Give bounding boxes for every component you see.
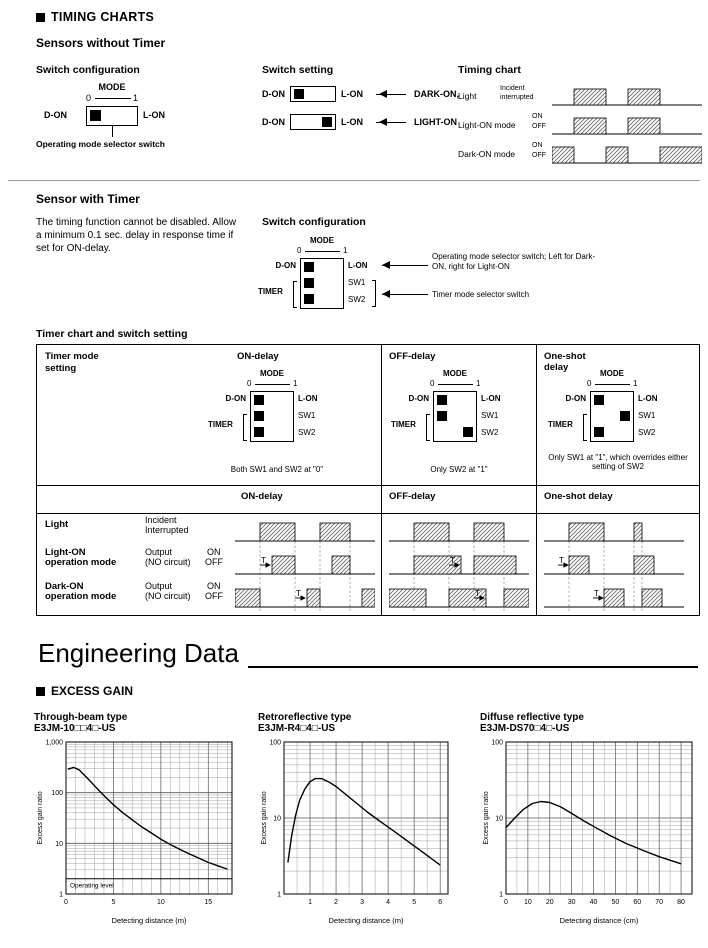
- switch-body: [300, 258, 344, 309]
- table-hline: [37, 485, 699, 486]
- switch-body: [250, 391, 294, 442]
- section-divider: [8, 180, 700, 181]
- square-bullet-icon: [36, 13, 45, 22]
- svg-text:10: 10: [523, 899, 532, 906]
- mode-knob: [437, 395, 447, 405]
- scale-1-label: 1: [133, 93, 139, 103]
- row-light-sub1: Incident: [145, 515, 177, 525]
- chart-model: E3JM-R4□4□-US: [258, 723, 336, 734]
- l-on-label: L-ON: [341, 117, 363, 127]
- svg-text:1: 1: [59, 891, 63, 899]
- light-on-waveform: [552, 111, 702, 139]
- switch-body: [86, 106, 138, 126]
- on-label: ON: [207, 547, 221, 557]
- mode-label: MODE: [98, 82, 126, 92]
- svg-text:100: 100: [51, 790, 63, 798]
- chart-title: Diffuse reflective type: [480, 712, 584, 723]
- row-output-label1: Output: [145, 547, 173, 557]
- l-on-label: L-ON: [481, 394, 501, 403]
- col-timer-mode-setting: Timer mode setting: [45, 351, 99, 374]
- sw1-knob: [437, 411, 447, 421]
- row-output-label2: (NO circuit): [145, 591, 191, 601]
- d-on-label: D-ON: [225, 394, 246, 403]
- table-vline: [536, 345, 537, 615]
- mode-knob: [594, 395, 604, 405]
- switch-setting-row-light-on: [262, 114, 457, 130]
- svg-text:30: 30: [567, 899, 576, 906]
- chart-title: Through-beam type: [34, 712, 128, 723]
- left-arrow-icon: [378, 290, 390, 298]
- sw-bracket: [372, 280, 376, 307]
- chart-model: E3JM-10□□4□-US: [34, 723, 116, 734]
- row-dark-on-label1: Dark-ON: [45, 581, 84, 592]
- mode-knob: [254, 395, 264, 405]
- sw2-knob: [594, 427, 604, 437]
- svg-text:Operating level: Operating level: [70, 882, 114, 890]
- svg-text:15: 15: [204, 899, 213, 906]
- d-on-label: D-ON: [262, 89, 285, 99]
- sw1-knob: [304, 278, 314, 288]
- sw2-label: SW2: [348, 295, 366, 304]
- sw1-label: SW1: [481, 411, 499, 420]
- d-on-label: D-ON: [565, 394, 586, 403]
- dark-on-mode-label: Dark-ON mode: [458, 149, 516, 159]
- svg-text:T: T: [559, 556, 564, 565]
- scale-line: [255, 384, 290, 385]
- strip-off-delay: OFF-delay: [389, 491, 436, 502]
- timer-label: TIMER: [208, 420, 233, 429]
- left-arrow-icon: [378, 261, 390, 269]
- sw2-knob: [463, 427, 473, 437]
- sw2-label: SW2: [481, 428, 499, 437]
- svg-text:6: 6: [438, 899, 443, 906]
- sw1-label: SW1: [638, 411, 656, 420]
- sw1-knob: [254, 411, 264, 421]
- left-arrow-icon: [376, 94, 406, 95]
- svg-text:T: T: [261, 556, 266, 565]
- svg-text:1,000: 1,000: [45, 739, 63, 747]
- sensor-with-timer-heading: Sensor with Timer: [36, 192, 140, 206]
- interrupted-label: interrupted: [500, 94, 534, 101]
- excess-gain-heading: [36, 684, 133, 698]
- svg-text:70: 70: [655, 899, 664, 906]
- scale-0-label: 0: [297, 246, 302, 255]
- dark-on-result-label: DARK-ON,: [414, 89, 459, 99]
- svg-text:Detecting distance (m): Detecting distance (m): [328, 916, 404, 925]
- on-delay-caption: Both SW1 and SW2 at "0": [230, 465, 324, 474]
- scale-0-label: 0: [86, 93, 92, 103]
- switch-body: [590, 391, 634, 442]
- sw1-label: SW1: [298, 411, 316, 420]
- col-off-delay: OFF-delay: [389, 351, 436, 362]
- scale-1-label: 1: [476, 379, 481, 388]
- timing-charts-heading: [36, 10, 154, 24]
- svg-text:4: 4: [386, 899, 391, 906]
- d-on-label: D-ON: [262, 117, 285, 127]
- svg-text:10: 10: [273, 815, 281, 823]
- on-label: ON: [532, 142, 543, 149]
- timer-table: [36, 344, 700, 616]
- scale-line: [95, 98, 131, 99]
- l-on-label: L-ON: [341, 89, 363, 99]
- light-on-result-label: LIGHT-ON: [414, 117, 457, 127]
- l-on-label: L-ON: [348, 261, 368, 270]
- timer-switch-diagram: [252, 236, 402, 316]
- chart-block-through-beam: [34, 712, 238, 933]
- timer-bracket: [583, 414, 587, 441]
- sw2-knob: [254, 427, 264, 437]
- d-on-label: D-ON: [408, 394, 429, 403]
- svg-text:100: 100: [269, 739, 281, 747]
- light-waveform: [552, 82, 702, 110]
- scale-0-label: 0: [587, 379, 592, 388]
- off-label: OFF: [532, 152, 546, 159]
- sensors-without-timer-heading: Sensors without Timer: [36, 36, 166, 50]
- switch-configuration-header-2: Switch configuration: [262, 216, 366, 228]
- svg-text:40: 40: [589, 899, 598, 906]
- l-on-label: L-ON: [298, 394, 318, 403]
- svg-text:60: 60: [633, 899, 642, 906]
- left-arrow-icon: [376, 122, 406, 123]
- excess-gain-title: EXCESS GAIN: [51, 684, 134, 698]
- svg-text:1: 1: [277, 891, 281, 899]
- switch-body: [290, 86, 336, 102]
- mode-label: MODE: [443, 369, 467, 378]
- timer-label: TIMER: [258, 287, 283, 296]
- svg-text:Excess gain ratio: Excess gain ratio: [261, 791, 268, 845]
- off-delay-caption: Only SW2 at "1": [430, 465, 488, 474]
- switch-knob: [294, 89, 304, 99]
- sw1-label: SW1: [348, 278, 366, 287]
- svg-text:50: 50: [611, 899, 620, 906]
- sw1-knob: [620, 411, 630, 421]
- incident-label: Incident: [500, 85, 525, 92]
- off-label: OFF: [205, 591, 223, 601]
- chart-model: E3JM-DS70□4□-US: [480, 723, 570, 734]
- square-bullet-icon: [36, 687, 45, 696]
- svg-text:T: T: [594, 589, 599, 598]
- scale-0-label: 0: [247, 379, 252, 388]
- excess-gain-chart-through-beam: [34, 736, 238, 933]
- svg-text:10: 10: [156, 899, 165, 906]
- svg-text:0: 0: [504, 899, 508, 906]
- one-shot-switch-diagram: [542, 369, 692, 449]
- switch-body: [433, 391, 477, 442]
- svg-text:0: 0: [64, 899, 68, 906]
- scale-1-label: 1: [633, 379, 638, 388]
- scale-0-label: 0: [430, 379, 435, 388]
- chart-title: Retroreflective type: [258, 712, 352, 723]
- scale-1-label: 1: [293, 379, 298, 388]
- scale-line: [595, 384, 630, 385]
- mode-selector-note: Operating mode selector switch; Left for Dark-ON, right for Light-ON: [432, 252, 596, 271]
- mode-selector-switch-diagram: [36, 82, 226, 160]
- excess-gain-chart-diffuse: [480, 736, 698, 933]
- light-row-label: Light: [458, 91, 477, 101]
- scale-line: [438, 384, 473, 385]
- timer-bracket: [243, 414, 247, 441]
- mode-label: MODE: [310, 236, 334, 245]
- chart-block-diffuse: [480, 712, 698, 933]
- timer-selector-note: Timer mode selector switch: [432, 290, 530, 299]
- l-on-label: L-ON: [143, 110, 165, 120]
- engineering-data-heading: Engineering Data: [38, 638, 239, 668]
- svg-text:Detecting distance (cm): Detecting distance (cm): [559, 916, 639, 925]
- svg-text:1: 1: [499, 891, 503, 899]
- timer-bracket: [293, 281, 297, 308]
- mode-knob: [304, 262, 314, 272]
- switch-setting-header: Switch setting: [262, 64, 334, 76]
- scale-line: [305, 251, 340, 252]
- svg-text:20: 20: [545, 899, 554, 906]
- svg-text:T: T: [475, 589, 480, 598]
- col-one-shot-delay: One-shot delay: [544, 351, 586, 373]
- table-vline: [381, 345, 382, 615]
- timer-label: TIMER: [391, 420, 416, 429]
- timer-table-heading: Timer chart and switch setting: [36, 328, 188, 340]
- scale-1-label: 1: [343, 246, 348, 255]
- pointer-line: [112, 126, 113, 137]
- svg-text:Detecting distance (m): Detecting distance (m): [111, 916, 187, 925]
- switch-configuration-header: Switch configuration: [36, 64, 140, 76]
- off-label: OFF: [532, 123, 546, 130]
- row-output-label1: Output: [145, 581, 173, 591]
- sw2-label: SW2: [638, 428, 656, 437]
- col-on-delay: ON-delay: [237, 351, 279, 362]
- on-label: ON: [207, 581, 221, 591]
- dark-on-waveform: [552, 140, 702, 168]
- svg-text:80: 80: [677, 899, 685, 906]
- row-light-on-label1: Light-ON: [45, 547, 86, 558]
- timing-chart-header: Timing chart: [458, 64, 521, 76]
- svg-text:10: 10: [495, 815, 503, 823]
- sw2-label: SW2: [298, 428, 316, 437]
- svg-text:T: T: [296, 589, 301, 598]
- off-label: OFF: [205, 557, 223, 567]
- timing-charts-title: TIMING CHARTS: [51, 10, 155, 24]
- heading-rule: [248, 666, 698, 668]
- chart-block-retroreflective: [258, 712, 454, 933]
- timing-chart-diagram: [458, 82, 704, 174]
- svg-text:10: 10: [55, 840, 63, 848]
- d-on-label: D-ON: [275, 261, 296, 270]
- mode-label: MODE: [260, 369, 284, 378]
- off-delay-waveform: [389, 515, 529, 615]
- one-shot-waveform: [544, 515, 684, 615]
- one-shot-caption: Only SW1 at "1", which overrides either setting of SW2: [548, 453, 688, 471]
- switch-setting-row-dark-on: [262, 86, 459, 102]
- switch-knob: [90, 110, 101, 121]
- row-light-label: Light: [45, 519, 69, 530]
- mode-label: MODE: [600, 369, 624, 378]
- svg-text:5: 5: [111, 899, 116, 906]
- timer-label: TIMER: [548, 420, 573, 429]
- switch-body: [290, 114, 336, 130]
- row-dark-on-label2: operation mode: [45, 591, 117, 602]
- strip-one-shot-delay: One-shot delay: [544, 491, 613, 502]
- timer-note-paragraph: The timing function cannot be disabled. Allow a minimum 0.1 sec. delay in response time if set for ON-delay.: [36, 217, 237, 254]
- excess-gain-chart-retroreflective: [258, 736, 454, 933]
- switch-caption: Operating mode selector switch: [36, 139, 165, 149]
- row-light-on-label2: operation mode: [45, 557, 117, 568]
- row-output-label2: (NO circuit): [145, 557, 191, 567]
- svg-text:3: 3: [360, 899, 365, 906]
- off-delay-switch-diagram: [385, 369, 535, 449]
- on-label: ON: [532, 113, 543, 120]
- strip-on-delay: ON-delay: [241, 491, 283, 502]
- light-on-mode-label: Light-ON mode: [458, 120, 516, 130]
- d-on-label: D-ON: [44, 110, 67, 120]
- on-delay-waveform: [235, 515, 375, 615]
- svg-text:Excess gain ratio: Excess gain ratio: [37, 791, 44, 845]
- table-hline: [37, 513, 699, 514]
- switch-knob: [322, 117, 332, 127]
- svg-text:5: 5: [412, 899, 417, 906]
- svg-text:2: 2: [334, 899, 339, 906]
- timer-bracket: [426, 414, 430, 441]
- svg-text:1: 1: [308, 899, 312, 906]
- row-light-sub2: Interrupted: [145, 525, 189, 535]
- l-on-label: L-ON: [638, 394, 658, 403]
- svg-text:100: 100: [491, 739, 503, 747]
- svg-text:T: T: [450, 556, 455, 565]
- on-delay-switch-diagram: [202, 369, 352, 449]
- sw2-knob: [304, 294, 314, 304]
- svg-text:Excess gain ratio: Excess gain ratio: [483, 791, 490, 845]
